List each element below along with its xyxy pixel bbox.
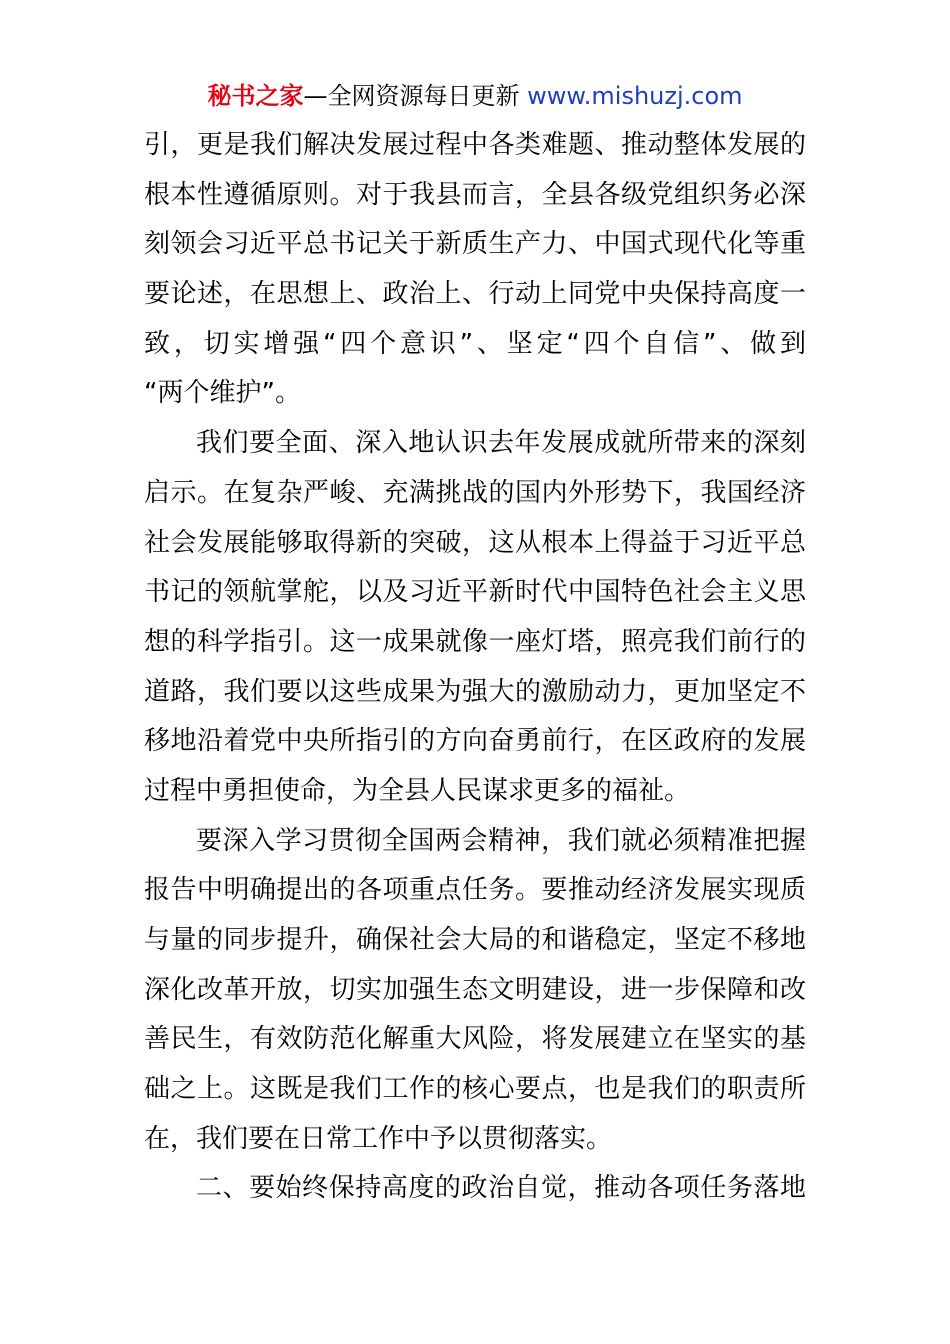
text-line: 要深入学习贯彻全国两会精神，我们就必须精准把握 xyxy=(196,825,806,856)
paragraph-3 xyxy=(144,817,806,1165)
text-line: 刻领会习近平总书记关于新质生产力、中国式现代化等重 xyxy=(144,229,806,260)
text-line: 深化改革开放，切实加强生态文明建设，进一步保障和改 xyxy=(144,974,806,1005)
text-line: 想的科学指引。这一成果就像一座灯塔，照亮我们前行的 xyxy=(144,626,806,657)
text-line: 书记的领航掌舵，以及习近平新时代中国特色社会主义思 xyxy=(144,577,806,608)
text-line: 我们要全面、深入地认识去年发展成就所带来的深刻 xyxy=(196,428,806,459)
text-line: 致，切实增强“四个意识”、坚定“四个自信”、做到 xyxy=(144,328,806,359)
text-line: 根本性遵循原则。对于我县而言，全县各级党组织务必深 xyxy=(144,179,806,210)
text-line: 与量的同步提升，确保社会大局的和谐稳定，坚定不移地 xyxy=(144,925,806,955)
text-line: 道路，我们要以这些成果为强大的激励动力，更加坚定不 xyxy=(144,676,806,707)
text-line: 础之上。这既是我们工作的核心要点，也是我们的职责所 xyxy=(144,1074,806,1105)
text-line: 引，更是我们解决发展过程中各类难题、推动整体发展的 xyxy=(144,130,806,160)
section-heading-2 xyxy=(144,1164,806,1214)
paragraph-1 xyxy=(144,121,806,419)
header-tagline: —全网资源每日更新 xyxy=(303,82,528,110)
text-line: 在，我们要在日常工作中予以贯彻落实。 xyxy=(144,1123,613,1154)
text-line: 社会发展能够取得新的突破，这从根本上得益于习近平总 xyxy=(144,527,806,558)
website-link[interactable]: www.mishuzj.com xyxy=(527,82,743,110)
text-line: 要论述，在思想上、政治上、行动上同党中央保持高度一 xyxy=(144,279,806,310)
text-line: 过程中勇担使命，为全县人民谋求更多的福祉。 xyxy=(144,775,691,806)
text-line: “两个维护”。 xyxy=(144,378,301,409)
section-heading-line: 二、要始终保持高度的政治自觉，推动各项任务落地 xyxy=(196,1173,806,1204)
document-body xyxy=(144,121,806,1214)
text-line: 启示。在复杂严峻、充满挑战的国内外形势下，我国经济 xyxy=(144,477,806,508)
text-line: 善民生，有效防范化解重大风险，将发展建立在坚实的基 xyxy=(144,1024,806,1055)
text-line: 报告中明确提出的各项重点任务。要推动经济发展实现质 xyxy=(144,875,806,906)
paragraph-2 xyxy=(144,419,806,817)
brand-name: 秘书之家 xyxy=(207,82,304,110)
page-header xyxy=(0,78,950,114)
text-line: 移地沿着党中央所指引的方向奋勇前行，在区政府的发展 xyxy=(144,726,806,757)
